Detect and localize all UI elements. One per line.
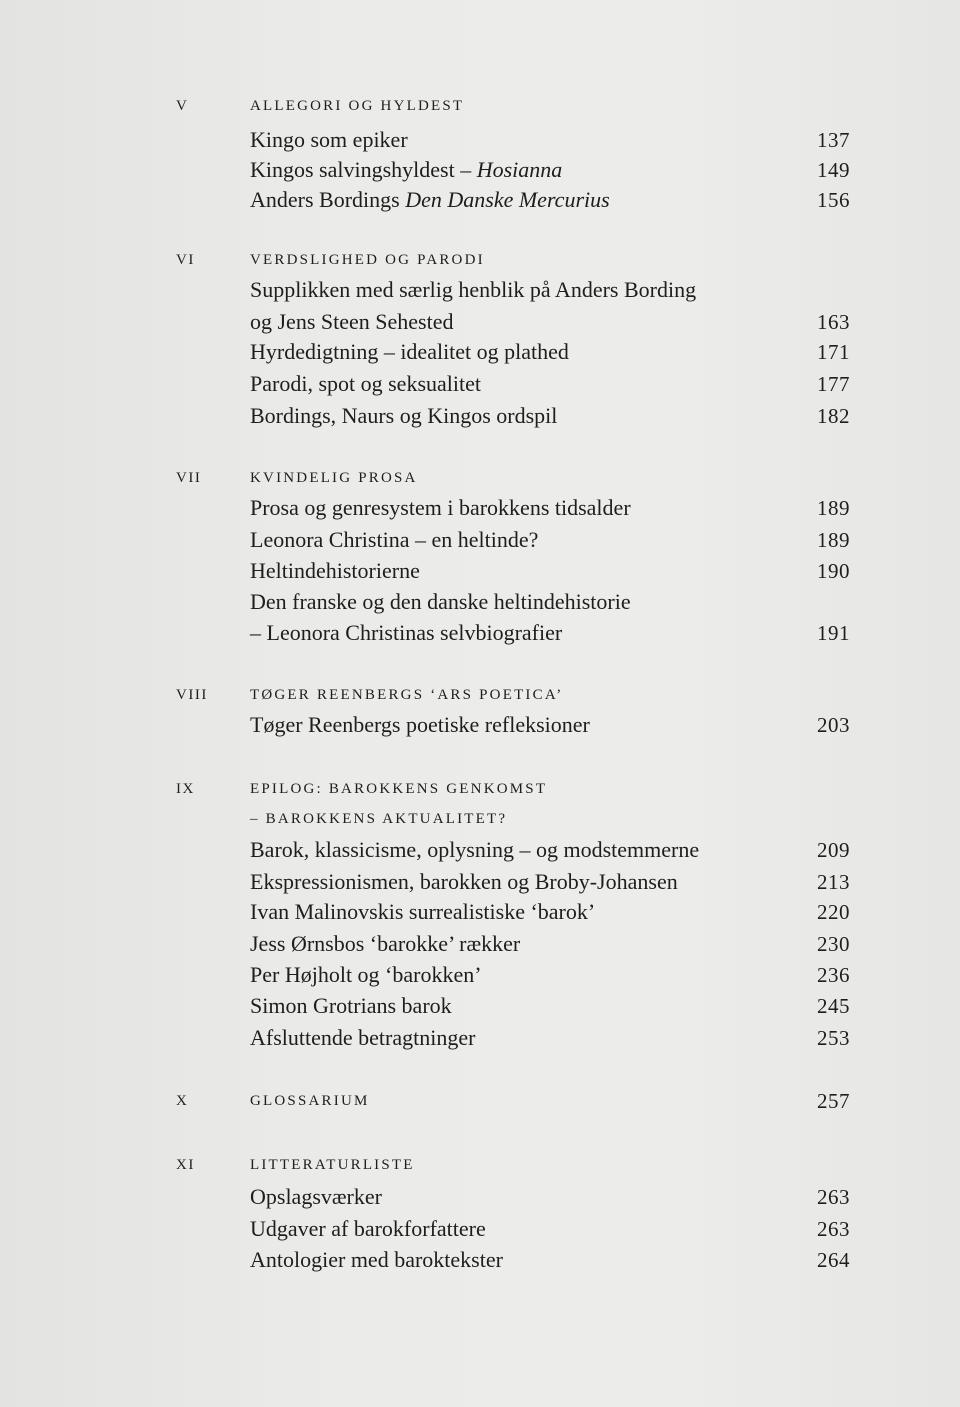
entry-page: 263 <box>817 1217 850 1241</box>
entry-title: Supplikken med særlig henblik på Anders Bording <box>250 277 697 302</box>
entry-title: og Jens Steen Sehested <box>250 309 454 334</box>
entry-title: Prosa og genresystem i barokkens tidsalder <box>250 495 631 520</box>
section-heading: ALLEGORI OG HYLDEST <box>250 98 465 114</box>
section-number: V <box>176 98 189 114</box>
toc-entry <box>0 1022 960 1054</box>
entry-title: Leonora Christina – en heltinde? <box>250 527 539 552</box>
entry-title: Ivan Malinovskis surrealistiske ‘barok’ <box>250 899 596 924</box>
entry-page: 191 <box>817 621 850 645</box>
entry-title: Den franske og den danske heltindehistorie <box>250 589 631 614</box>
toc-entry <box>0 834 960 866</box>
section-heading: GLOSSARIUM <box>250 1093 370 1109</box>
section-number: VII <box>176 470 202 486</box>
entry-title: Afsluttende betragtninger <box>250 1025 476 1050</box>
section-number: X <box>176 1093 189 1109</box>
entry-title: Kingos salvingshyldest – Hosianna <box>250 157 563 182</box>
entry-page: 163 <box>817 310 850 334</box>
entry-page: 190 <box>817 559 850 583</box>
section-header <box>0 775 960 807</box>
entry-title: Anders Bordings Den Danske Mercurius <box>250 187 610 212</box>
entry-title: Simon Grotrians barok <box>250 993 452 1018</box>
section-number: IX <box>176 781 195 797</box>
toc-entry <box>0 990 960 1022</box>
entry-title: Heltindehistorierne <box>250 558 420 583</box>
entry-title-italic: Den Danske Mercurius <box>405 187 610 212</box>
entry-title: Hyrdedigtning – idealitet og plathed <box>250 339 569 364</box>
toc-entry <box>0 866 960 898</box>
toc-entry <box>0 336 960 368</box>
toc-entry <box>0 492 960 524</box>
entry-page: 137 <box>817 128 850 152</box>
entry-title: Antologier med baroktekster <box>250 1247 503 1272</box>
section-number: VI <box>176 252 195 268</box>
toc-entry <box>0 184 960 216</box>
toc-entry <box>0 274 960 306</box>
entry-page: 245 <box>817 994 850 1018</box>
entry-page: 171 <box>817 340 850 364</box>
entry-page: 220 <box>817 900 850 924</box>
entry-page: 230 <box>817 932 850 956</box>
entry-title: Kingo som epiker <box>250 127 408 152</box>
entry-title: Opslagsværker <box>250 1184 382 1209</box>
entry-title: Parodi, spot og seksualitet <box>250 371 481 396</box>
toc-entry <box>0 124 960 156</box>
toc-entry <box>0 1244 960 1276</box>
entry-page: 189 <box>817 496 850 520</box>
entry-page: 189 <box>817 528 850 552</box>
entry-title: Bordings, Naurs og Kingos ordspil <box>250 403 558 428</box>
toc-entry <box>0 400 960 432</box>
entry-title: Per Højholt og ‘barokken’ <box>250 962 482 987</box>
section-header <box>0 1151 960 1183</box>
toc-entry <box>0 617 960 649</box>
section-heading: EPILOG: BAROKKENS GENKOMST <box>250 781 548 797</box>
section-header <box>0 1087 960 1119</box>
toc-entry <box>0 586 960 618</box>
entry-title: Udgaver af barokforfattere <box>250 1216 486 1241</box>
entry-title: Ekspressionismen, barokken og Broby-Johansen <box>250 869 678 894</box>
toc-entry <box>0 154 960 186</box>
section-heading: TØGER REENBERGS ‘ARS POETICA’ <box>250 687 564 703</box>
entry-page: 263 <box>817 1185 850 1209</box>
entry-title: – Leonora Christinas selvbiografier <box>250 620 563 645</box>
entry-title: Barok, klassicisme, oplysning – og modstemmerne <box>250 837 700 862</box>
entry-title: Tøger Reenbergs poetiske refleksioner <box>250 712 590 737</box>
toc-entry <box>0 928 960 960</box>
section-heading: VERDSLIGHED OG PARODI <box>250 252 485 268</box>
section-heading: LITTERATURLISTE <box>250 1157 415 1173</box>
entry-title: Jess Ørnsbos ‘barokke’ rækker <box>250 931 521 956</box>
section-header <box>0 92 960 124</box>
toc-entry <box>0 555 960 587</box>
entry-page: 213 <box>817 870 850 894</box>
entry-page: 236 <box>817 963 850 987</box>
entry-page: 264 <box>817 1248 850 1272</box>
entry-page: 149 <box>817 158 850 182</box>
section-heading-line2: – BAROKKENS AKTUALITET? <box>250 811 508 827</box>
section-number: VIII <box>176 687 208 703</box>
entry-page: 209 <box>817 838 850 862</box>
entry-page: 177 <box>817 372 850 396</box>
toc-entry <box>0 1213 960 1245</box>
section-number: XI <box>176 1157 195 1173</box>
section-page: 257 <box>817 1089 850 1113</box>
entry-title-italic: Hosianna <box>476 157 563 182</box>
toc-entry <box>0 896 960 928</box>
entry-page: 182 <box>817 404 850 428</box>
section-header-continued <box>0 805 960 837</box>
toc-entry <box>0 709 960 741</box>
toc-entry <box>0 524 960 556</box>
entry-page: 203 <box>817 713 850 737</box>
toc-entry <box>0 306 960 338</box>
toc-entry <box>0 1181 960 1213</box>
entry-page: 156 <box>817 188 850 212</box>
section-heading: KVINDELIG PROSA <box>250 470 418 486</box>
toc-entry <box>0 959 960 991</box>
toc-entry <box>0 368 960 400</box>
entry-page: 253 <box>817 1026 850 1050</box>
